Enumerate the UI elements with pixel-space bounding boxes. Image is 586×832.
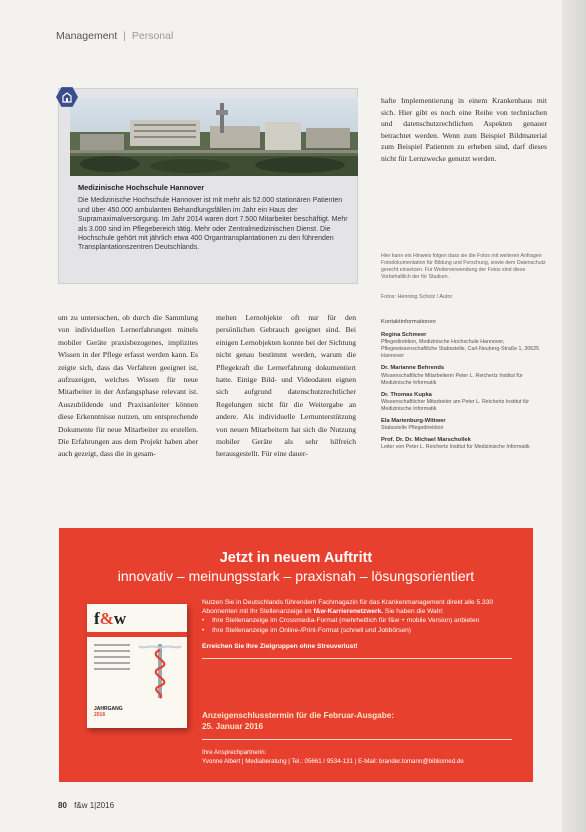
page-number: 80 <box>58 801 67 810</box>
author-entry <box>381 332 549 360</box>
contact-label: Ihre Ansprechpartnerin: <box>202 749 267 756</box>
page-edge-shadow <box>562 0 586 832</box>
hospital-photo <box>70 98 358 176</box>
author-name: Dr. Thomas Kupka <box>381 391 432 398</box>
ad-intro <box>202 598 512 616</box>
author-details: Stabsstelle Pflegedirektion <box>381 425 444 432</box>
cover-red-stripe <box>87 632 187 637</box>
bullet-icon: • <box>202 617 205 625</box>
caption-title: Medizinische Hochschule Hannover <box>78 183 205 192</box>
cover-text-lines <box>94 644 130 674</box>
photo-caption <box>78 183 348 253</box>
author-details: Leiter von Peter L. Reichertz Institut für Medizinische Informatik <box>381 444 530 451</box>
body-column-1: um zu untersuchen, ob durch die Sammlung von individuellen Lernerfahrungen mittels mobiler Geräte praxisbezogenes, implizites Wissen in der Pflege erfasst werden kann. Es zeigte sich, dass das Verfahren geeignet ist, aufzuzeigen, welches Wissen für neue Mitarbeiter in der Anfangsphase relevant ist. Auszubildende und Praxisanleiter können diese Erkenntnisse nutzen, um entsprechende Dokumente für neue Mitarbeiter zu erstellen. Die Erfahrungen aus dem Projekt haben aber auch gezeigt, dass die in gesam- <box>58 313 198 459</box>
ad-intro-text: Nutzen Sie in Deutschlands führendem Fachmagazin für das Krankenmanagement direkt alle 5.330 Abonnenten mit Ihr Stellenanzeige im <box>202 599 494 616</box>
deadline-date: 25. Januar 2016 <box>202 722 263 731</box>
ad-options-list <box>202 616 512 634</box>
author-entry <box>381 365 549 386</box>
author-contacts <box>381 319 549 456</box>
hospital-aerial-image <box>70 98 358 176</box>
caption-body: Die Medizinische Hochschule Hannover ist mit mehr als 52.000 stationären Patienten und über 450.000 ambulanten Behandlungsfällen im Jahr ein Haus der Supramaximalversorgung. Im Jahr 2014 waren dort 7.500 Mitarbeiter beschäftigt. Mehr als 3.000 sind im Pflegebereich tätig. Mehr oder Zentralmedizinischen Dienst. Die Hochschule gehört mit jährlich etwa 400 Organtransplantationen zu den führenden Transplantationszentren Deutschlands. <box>78 197 348 252</box>
logo-w: w <box>113 609 127 628</box>
cover-bottom-label <box>94 706 123 718</box>
author-entry <box>381 437 549 451</box>
ad-subtitle: innovativ – meinungsstark – praxisnah – lösungsorientiert <box>117 568 475 584</box>
magazine-logo <box>94 609 126 629</box>
ad-call-to-action: Erreichen Sie Ihre Zielgruppen ohne Streuverlust! <box>202 642 512 659</box>
logo-f: f <box>94 609 100 628</box>
cover-volume: JAHRGANG <box>94 706 123 712</box>
section-title: Management <box>56 30 118 42</box>
ad-intro-end: Sie haben die Wahl: <box>384 608 444 616</box>
magazine-cover <box>87 604 187 728</box>
contact-info: Yvonne Albert | Mediaberatung | Tel.: 05661 / 9534-131 | E-Mail: brander.tomann@bibliomed.de <box>202 757 464 765</box>
side-note: Hier kann ein Hinweis folgen dass sie die Fotos mit weiteren Anfragen Fotodokumentation für Bildung und Forschung, sowie dem Datenschutz gerecht einsetzen. Für Weiterverwendung der Fotos sind diese Vorbehaltlich der für Studium. <box>381 253 546 280</box>
body-column-2: melten Lernobjekte oft nur für den persönlichen Gebrauch geeignet sind. Bei einigen Lernobjekten konnte bei der Sichtung nicht genau bestimmt werden, warum die Pflegekraft die Lernerfahrung dokumentiert hatte. Einige Bild- und Videodaten eignen sich aufgrund datenschutzrechtlicher Regelungen nicht für die Weitergabe an andere. Als individuelle Lernunterstützung von neuen Mitarbeitern hat sich die Nutzung mobiler Geräte als sehr hilfreich herausgestellt. Für eine dauer- <box>216 313 356 459</box>
logo-ampersand: & <box>99 609 114 628</box>
job-network-advertisement <box>59 528 533 782</box>
building-icon <box>61 91 73 103</box>
author-entry <box>381 418 549 432</box>
author-name: Regina Schmeer <box>381 332 427 339</box>
author-name: Ela Marienburg-Wittwer <box>381 418 446 425</box>
page-footer <box>58 801 114 810</box>
author-details: Wissenschaftlicher Mitarbeiter am Peter L. Reichertz Institut für Medizinische Informatik <box>381 398 530 412</box>
bullet-icon: • <box>202 626 205 634</box>
ad-title: Jetzt in neuem Auftritt <box>219 550 373 566</box>
author-name: Dr. Marianne Behrends <box>381 365 445 372</box>
subsection-title: Personal <box>131 30 174 42</box>
ad-intro-highlight: f&w-Karrierenetzwerk. <box>313 608 384 616</box>
author-details: Wissenschaftliche Mitarbeiterin Peter L. Reichertz Institut für Medizinische Informatik <box>381 372 523 386</box>
list-item <box>202 616 512 625</box>
author-name: Prof. Dr. Dr. Michael Marschollek <box>381 437 471 444</box>
list-item <box>202 626 512 635</box>
section-header <box>56 30 173 42</box>
ad-deadline <box>202 710 512 740</box>
deadline-label: Anzeigenschlusstermin für die Februar-Ausgabe: <box>202 711 394 720</box>
list-item-text: Ihre Stellenanzeige im Online-/Print-Format (schnell und Jobbörsen) <box>212 626 412 634</box>
right-column-text: hafte Implementierung in einem Krankenhaus mit sich. Hier gibt es noch eine Reihe von technischen und datenschutzrechtlichen Aspekten genauer betrachtet werden. Wenn zum Beispiel Bildmaterial zum Beispiel Patienten zu erheben sind, darf dieses nicht für Lernzwecke genutzt werden. <box>381 96 547 163</box>
section-separator: | <box>123 30 126 42</box>
footer-magazine-name: f&w 1|2016 <box>74 801 115 810</box>
authors-heading: Kontaktinformationen <box>381 319 436 325</box>
caduceus-illustration-icon <box>135 640 185 700</box>
photo-credit: Fotos: Henning Scholz / Autor <box>381 294 453 300</box>
ad-body <box>202 598 512 659</box>
author-entry <box>381 392 549 413</box>
list-item-text: Ihre Stellenanzeige im Crossmedia-Format (mehrheitlich für f&w + mobile Version) anbieten <box>212 617 480 625</box>
ad-contact <box>202 749 522 767</box>
cover-year: 2016 <box>94 712 106 718</box>
author-details: Pflegedirektion, Medizinische Hochschule Hannover, Pflegewissenschaftliche Stabsstelle, Carl-Neuberg-Straße 1, 30625 Hannover <box>381 339 540 360</box>
